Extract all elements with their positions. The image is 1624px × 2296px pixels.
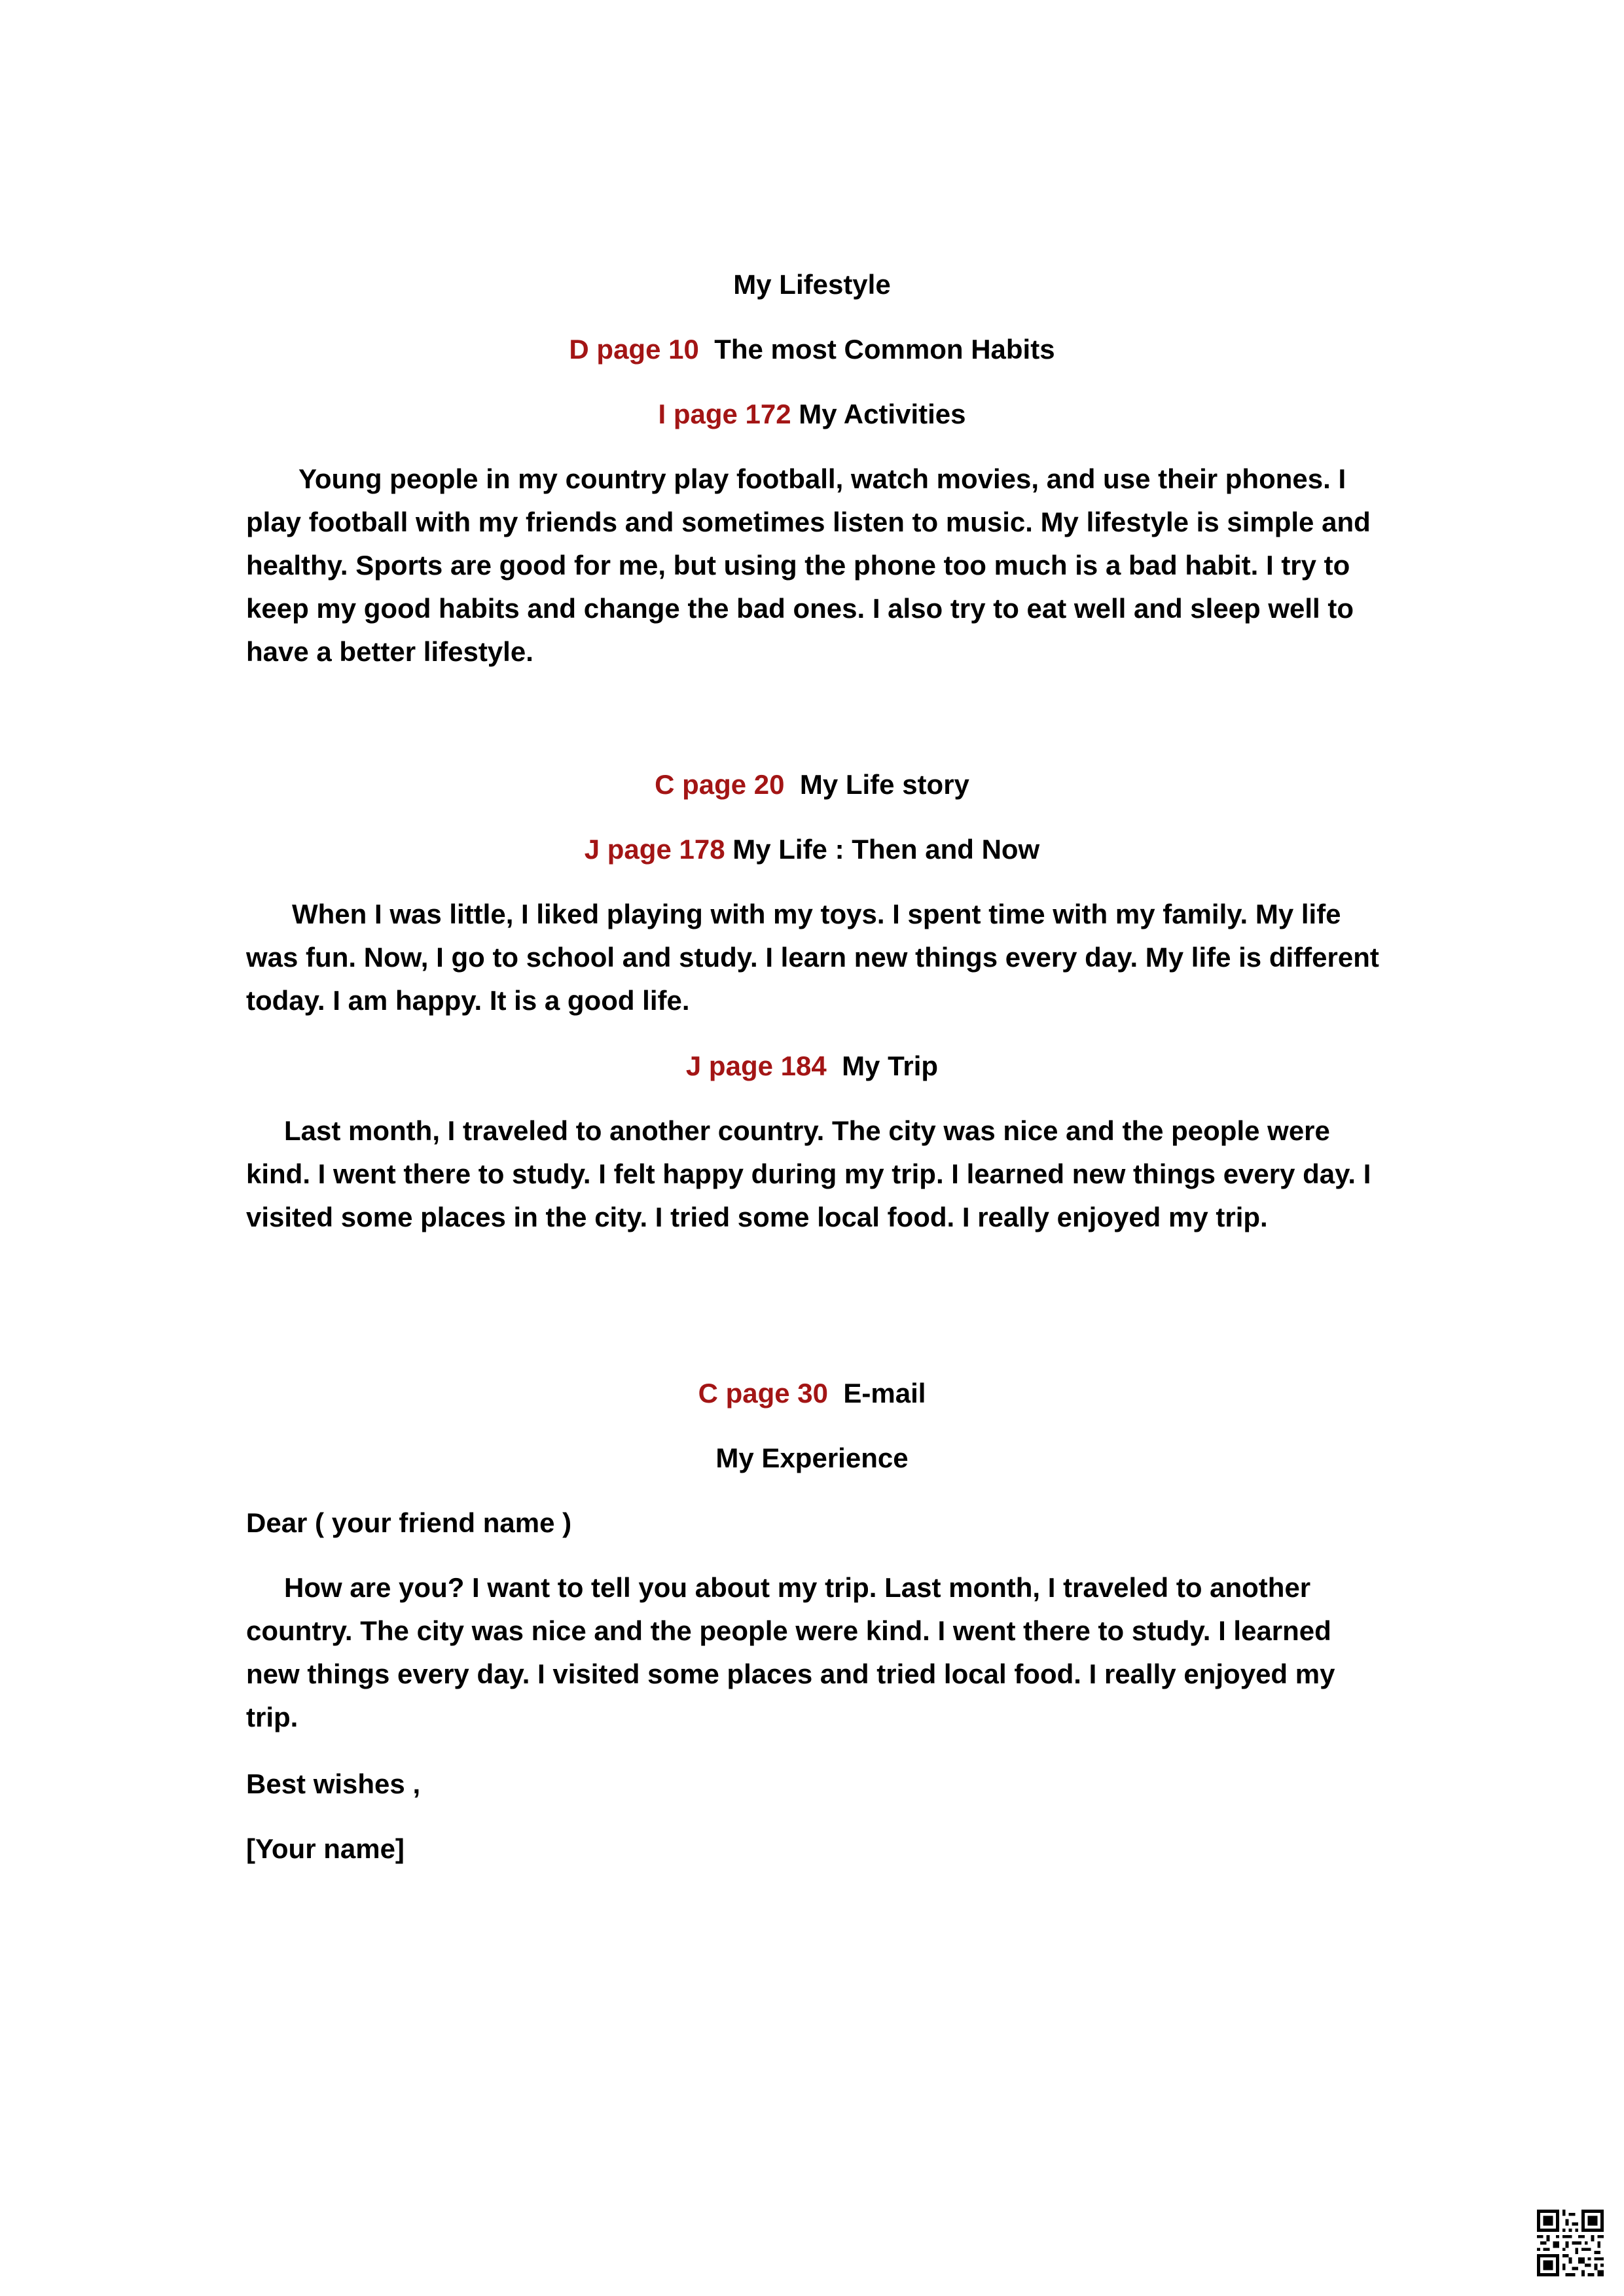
page-reference: J page 178	[584, 834, 725, 865]
page-reference: C page 30	[698, 1378, 829, 1408]
section-heading	[0, 1045, 1624, 1088]
section-heading	[0, 328, 1624, 371]
trip-paragraph: Last month, I traveled to another country. The city was nice and the people were kind. I went there to study. I felt happy during my trip. I learned new things every day. I visited some places in the city. I tried some local food. I really enjoyed my trip.	[246, 1115, 1371, 1232]
heading-title: E-mail	[843, 1378, 926, 1408]
email-subtitle: My Experience	[715, 1443, 909, 1473]
heading-title: My Trip	[842, 1050, 939, 1081]
section-heading	[0, 393, 1624, 436]
section-heading	[0, 828, 1624, 871]
email-closing: Best wishes ,	[246, 1768, 421, 1799]
qr-code-icon	[1537, 2210, 1604, 2276]
heading-title: My Activities	[799, 399, 966, 429]
life-story-paragraph: When I was little, I liked playing with my toys. I spent time with my family. My life was fun. Now, I go to school and study. I learn new things every day. My life is different today. I am happy. It is a good life.	[246, 899, 1379, 1016]
email-greeting: Dear ( your friend name )	[246, 1507, 572, 1538]
email-signature: [Your name]	[246, 1833, 405, 1864]
page-reference: C page 20	[655, 769, 785, 800]
page-reference: J page 184	[685, 1050, 827, 1081]
lifestyle-paragraph: Young people in my country play football, watch movies, and use their phones. I play football with my friends and sometimes listen to music. My lifestyle is simple and healthy. Sports are good for me, but using the phone too much is a bad habit. I try to keep my good habits and change the bad ones. I also try to eat well and sleep well to have a better lifestyle.	[246, 463, 1371, 667]
heading-title: My Life story	[799, 769, 969, 800]
section-heading	[0, 1372, 1624, 1415]
email-body-paragraph: How are you? I want to tell you about my trip. Last month, I traveled to another country. The city was nice and the people were kind. I went there to study. I learned new things every day. I visited some places and tried local food. I really enjoyed my trip.	[246, 1572, 1335, 1732]
section-heading	[0, 763, 1624, 806]
heading-title: My Life : Then and Now	[732, 834, 1040, 865]
page-reference: I page 172	[658, 399, 791, 429]
document-title: My Lifestyle	[733, 269, 891, 300]
page-reference: D page 10	[569, 334, 699, 365]
heading-title: The most Common Habits	[714, 334, 1055, 365]
